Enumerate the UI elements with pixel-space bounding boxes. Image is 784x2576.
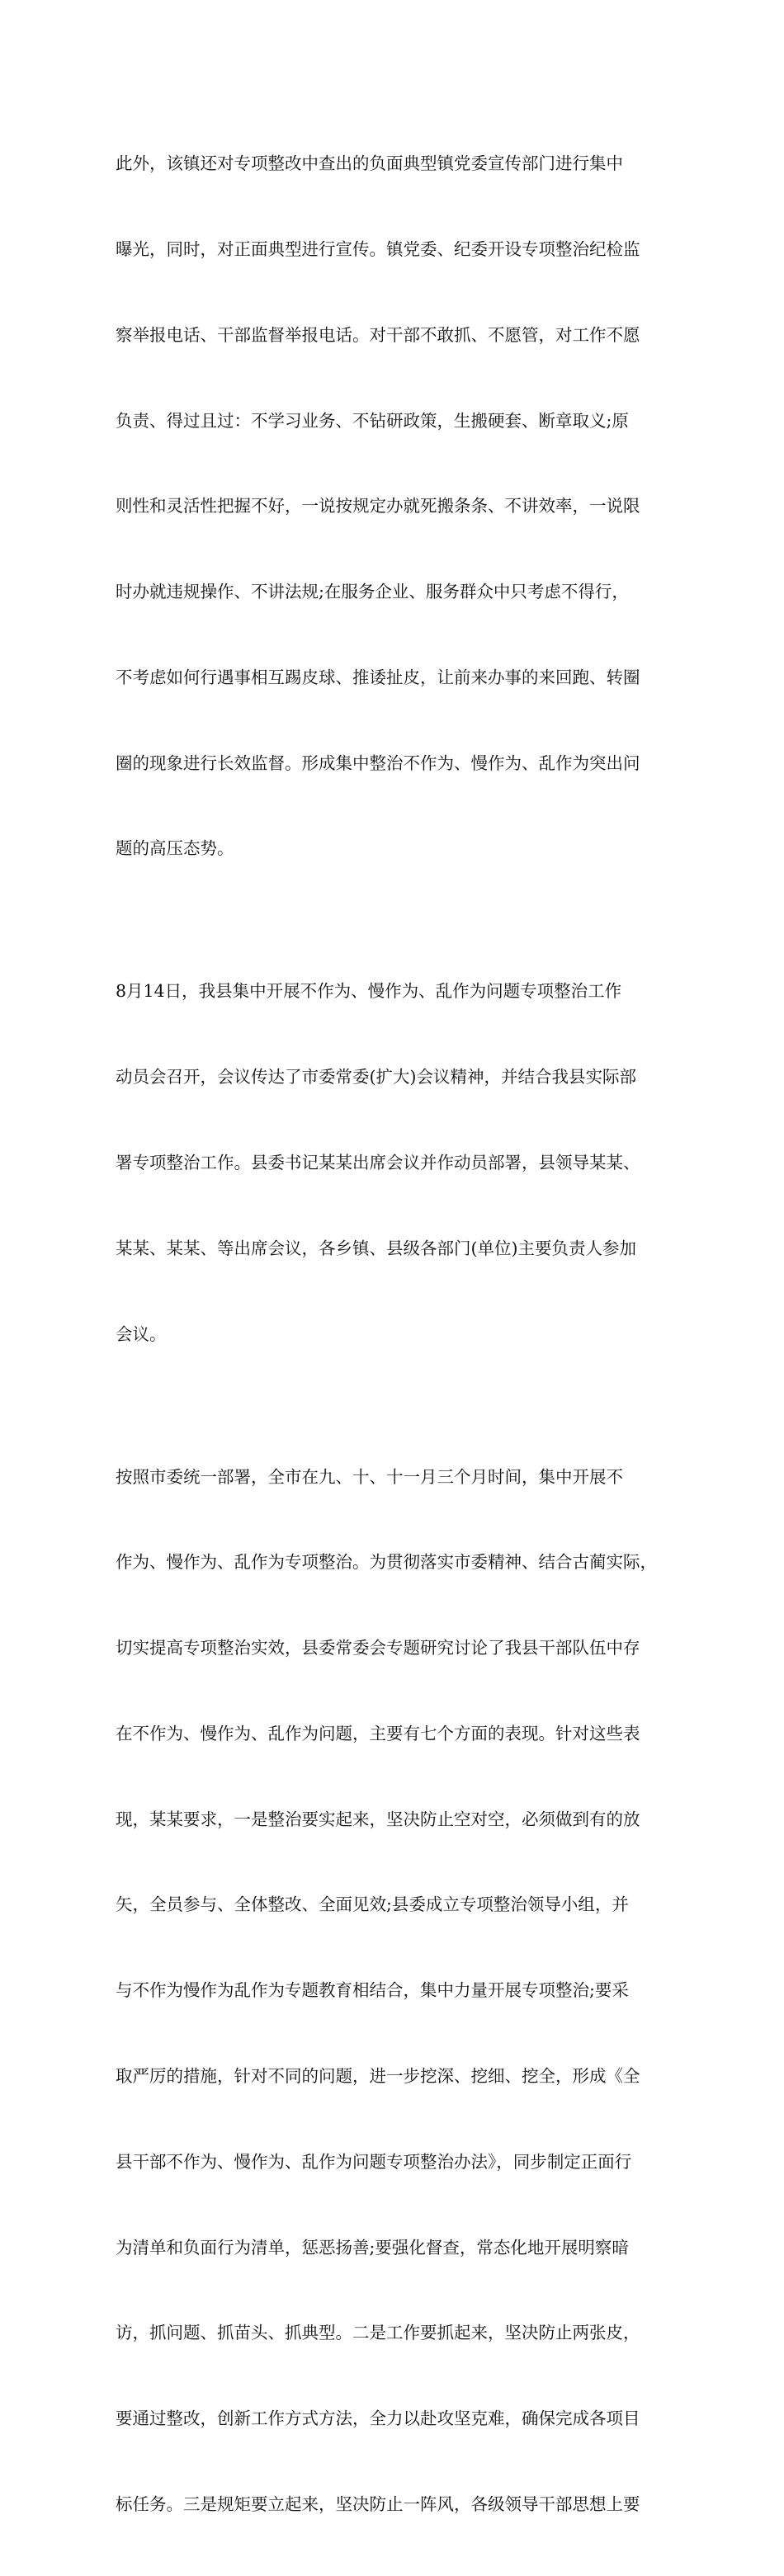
paragraph-2 [116, 920, 685, 1405]
text-line: 现，某某要求，一是整治要实起来，坚决防止空对空，必须做到有的放 [116, 1809, 640, 1829]
text-line: 要通过整改，创新工作方式方法，全力以赴攻坚克难，确保完成各项目 [116, 2409, 640, 2429]
text-line: 题的高压态势。 [116, 838, 234, 859]
text-line: 此外，该镇还对专项整改中查出的负面典型镇党委宣传部门进行集中 [116, 153, 623, 174]
text-line: 不考虑如何行遇事相互踢皮球、推诿扯皮，让前来办事的来回跑、转圈 [116, 667, 640, 687]
paragraph-3 [116, 1405, 685, 2575]
text-line: 动员会召开，会议传达了市委常委(扩大)会议精神，并结合我县实际部 [116, 1067, 636, 1087]
text-line: 矢，全员参与、全体整改、全面见效;县委成立专项整治领导小组，并 [116, 1894, 629, 1915]
text-line: 圈的现象进行长效监督。形成集中整治不作为、慢作为、乱作为突出问 [116, 753, 640, 773]
text-line: 取严厉的措施，针对不同的问题，进一步挖深、挖细、挖全，形成《全 [116, 2065, 640, 2086]
document-page [116, 92, 685, 2576]
text-line: 作为、慢作为、乱作为专项整治。为贯彻落实市委精神、结合古蔺实际， [116, 1552, 657, 1573]
text-line: 标任务。三是规矩要立起来，坚决防止一阵风，各级领导干部思想上要 [116, 2493, 640, 2514]
text-line: 时办就违规操作、不讲法规;在服务企业、服务群众中只考虑不得行， [116, 582, 629, 602]
text-line: 访，抓问题、抓苗头、抓典型。二是工作要抓起来，坚决防止两张皮， [116, 2323, 640, 2343]
text-line: 8月14日，我县集中开展不作为、慢作为、乱作为问题专项整治工作 [116, 981, 622, 1002]
text-line: 某某、某某、等出席会议，各乡镇、县级各部门(单位)主要负责人参加 [116, 1238, 636, 1258]
text-line: 与不作为慢作为乱作为专题教育相结合，集中力量开展专项整治;要采 [116, 1980, 629, 2001]
text-line: 按照市委统一部署，全市在九、十、十一月三个月时间，集中开展不 [116, 1466, 623, 1487]
text-line: 署专项整治工作。县委书记某某出席会议并作动员部署，县领导某某、 [116, 1152, 640, 1172]
text-line: 为清单和负面行为清单，惩恶扬善;要强化督查，常态化地开展明察暗 [116, 2237, 629, 2258]
text-line: 切实提高专项整治实效，县委常委会专题研究讨论了我县干部队伍中存 [116, 1638, 640, 1658]
text-line: 会议。 [116, 1323, 167, 1344]
text-line: 县干部不作为、慢作为、乱作为问题专项整治办法》，同步制定正面行 [116, 2151, 632, 2172]
text-line: 察举报电话、干部监督举报电话。对干部不敢抓、不愿管，对工作不愿 [116, 324, 640, 345]
paragraph-1 [116, 92, 685, 920]
text-line: 在不作为、慢作为、乱作为问题，主要有七个方面的表现。针对这些表 [116, 1723, 640, 1743]
text-line: 负责、得过且过：不学习业务、不钻研政策，生搬硬套、断章取义;原 [116, 410, 629, 431]
text-line: 曝光，同时，对正面典型进行宣传。镇党委、纪委开设专项整治纪检监 [116, 238, 640, 259]
text-line: 则性和灵活性把握不好，一说按规定办就死搬条条、不讲效率，一说限 [116, 496, 640, 517]
